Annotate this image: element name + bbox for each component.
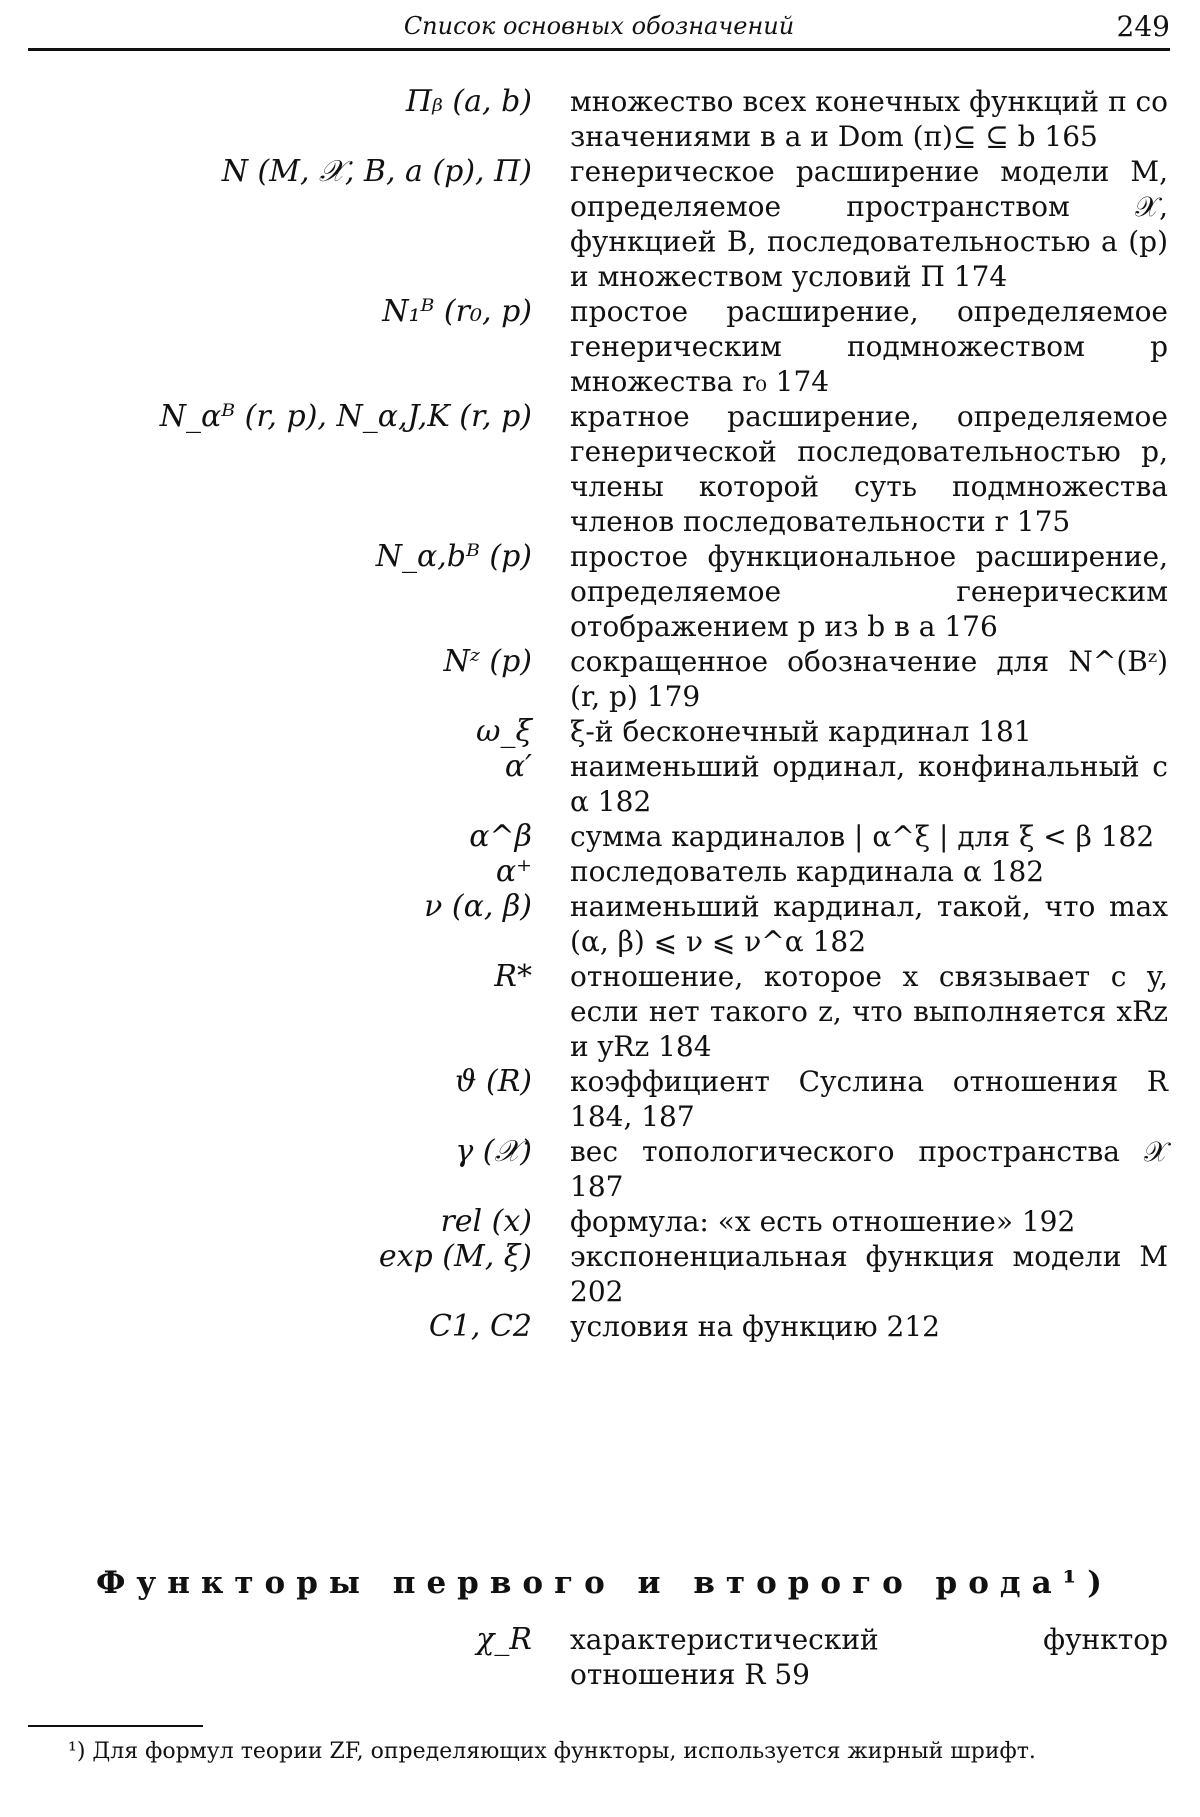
notation-symbol: ϑ (R) [455,1064,532,1099]
section-heading: Функторы первого и второго рода¹) [96,1565,1113,1601]
header-rule [28,48,1170,51]
notation-entry [0,294,1200,399]
notation-symbol: γ (𝒳) [455,1134,532,1169]
notation-description: формула: «x есть отношение» 192 [570,1205,1076,1238]
notation-entry [0,854,1200,889]
notation-description: вес топологического пространства 𝒳 187 [570,1135,1168,1203]
notation-symbol: C1, C2 [428,1309,532,1344]
notation-entry [0,714,1200,749]
footnote: ¹) Для формул теории ZF, определяющих функторы, используется жирный шрифт. [68,1739,1036,1764]
notation-description: сумма кардиналов | α^ξ | для ξ < β 182 [570,820,1155,853]
notation-entry [0,84,1200,154]
notation-entry [0,819,1200,854]
notation-entry [0,1134,1200,1204]
notation-description: условия на функцию 212 [570,1310,940,1343]
notation-entry [0,959,1200,1064]
notation-entry [0,1239,1200,1309]
notation-entry [0,539,1200,644]
running-title: Список основных обозначений [403,12,795,40]
notation-symbol: Nᶻ (p) [443,644,532,679]
notation-description: наименьший ординал, конфинальный с α 182 [570,750,1168,818]
notation-symbol: Πᵦ (a, b) [405,84,532,119]
notation-description: генерическое расширение модели M, определяемое пространством 𝒳, функцией B, последовательностью a (p) и множеством условий Π 174 [570,155,1168,293]
notation-description: ξ-й бесконечный кардинал 181 [570,715,1032,748]
notation-entry [0,1309,1200,1344]
notation-entry [0,1204,1200,1239]
notation-description: коэффициент Суслина отношения R 184, 187 [570,1065,1168,1133]
notation-list [0,84,1200,1344]
notation-entry [0,1064,1200,1134]
notation-symbol: ν (α, β) [424,889,532,924]
notation-symbol: α^β [469,819,532,854]
notation-symbol: N (M, 𝒳, B, a (p), Π) [221,154,532,189]
notation-symbol: R* [494,959,532,994]
notation-symbol: α⁺ [495,854,532,889]
notation-symbol: N_αᴮ (r, p), N_α,J,K (r, p) [159,399,532,434]
notation-description: множество всех конечных функций π со значениями в a и Dom (π)⊆ ⊆ b 165 [570,85,1168,153]
notation-description: экспоненциальная функция модели M 202 [570,1240,1168,1308]
notation-symbol: exp (M, ξ) [378,1239,532,1274]
notation-symbol: rel (x) [440,1204,532,1239]
notation-entry [0,154,1200,294]
notation-symbol: α′ [504,749,532,784]
footnote-rule [28,1725,203,1727]
notation-description: наименьший кардинал, такой, что max (α, β) ⩽ ν ⩽ ν^α 182 [570,890,1168,958]
notation-entry [0,399,1200,539]
notation-description: характеристический функтор отношения R 59 [570,1623,1168,1691]
notation-entry [0,1622,1200,1692]
notation-symbol: N₁ᴮ (r₀, p) [382,294,532,329]
notation-entry [0,644,1200,714]
notation-symbol: N_α,bᴮ (p) [375,539,532,574]
notation-entry [0,749,1200,819]
notation-description: сокращенное обозначение для N^(Bᶻ) (r, p) 179 [570,645,1168,713]
notation-description: простое функциональное расширение, определяемое генерическим отображением p из b в a 176 [570,540,1168,643]
notation-symbol: χ_R [476,1622,532,1657]
notation-entry [0,889,1200,959]
notation-description: кратное расширение, определяемое генерической последовательностью p, члены которой суть подмножества членов последовательности r 175 [570,400,1168,538]
notation-description: простое расширение, определяемое генерическим подмножеством p множества r₀ 174 [570,295,1168,398]
running-head [28,6,1170,46]
notation-symbol: ω_ξ [476,714,532,749]
page-number: 249 [1116,10,1170,43]
notation-description: отношение, которое x связывает с y, если нет такого z, что выполняется xRz и yRz 184 [570,960,1168,1063]
notation-description: последователь кардинала α 182 [570,855,1045,888]
